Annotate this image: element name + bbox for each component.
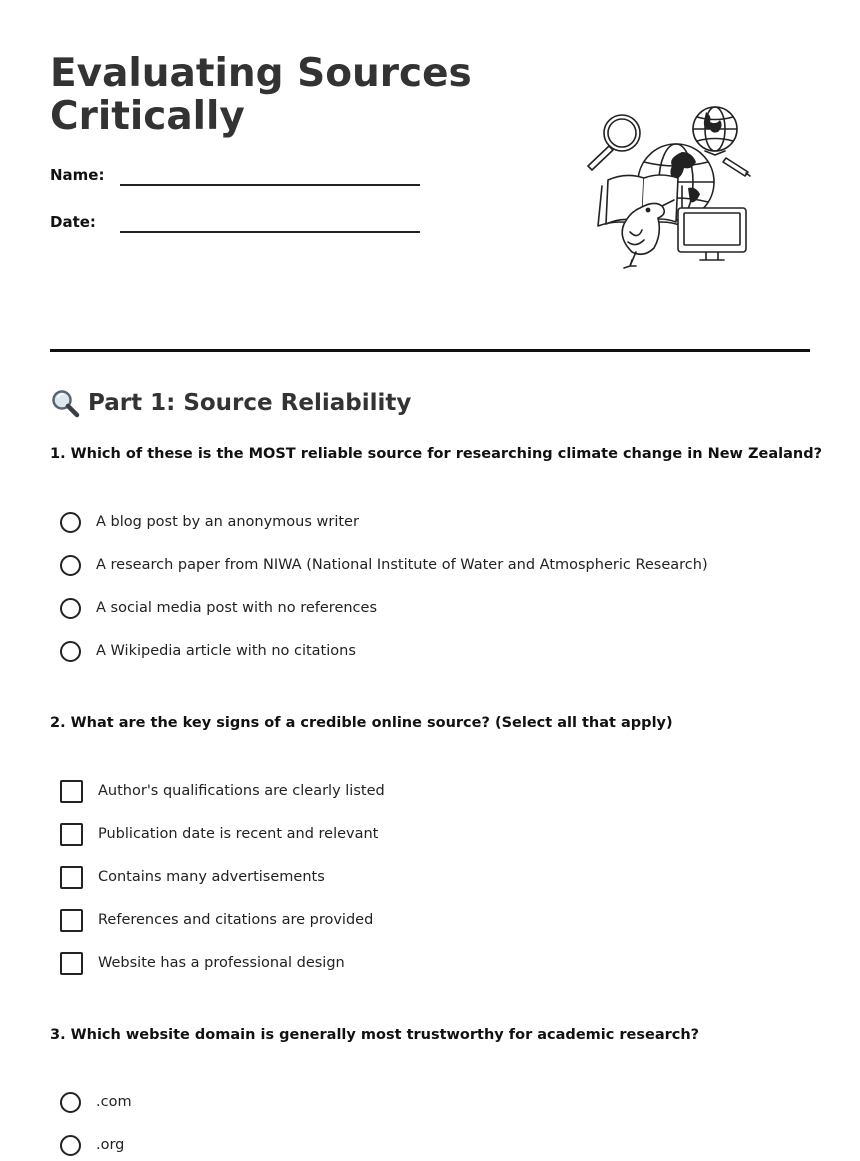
name-input-line[interactable]	[120, 184, 420, 186]
computer-monitor-icon	[678, 208, 746, 260]
question-3-option-2[interactable]	[60, 1132, 124, 1158]
radio-button[interactable]	[60, 1092, 81, 1113]
option-label: .org	[96, 1137, 125, 1153]
magnifying-glass-icon	[588, 115, 640, 170]
name-field[interactable]	[50, 166, 430, 196]
option-label: Website has a professional design	[98, 955, 345, 971]
radio-button[interactable]	[60, 555, 81, 576]
pencil-icon	[723, 158, 750, 176]
checkbox[interactable]	[60, 823, 83, 846]
question-2-option-2[interactable]	[60, 821, 378, 847]
question-1-text: 1. Which of these is the MOST reliable source for researching climate change in New Zealand?	[50, 446, 823, 462]
option-label: A Wikipedia article with no citations	[96, 643, 356, 659]
section-title-part-1	[50, 388, 411, 418]
small-globe-icon	[693, 107, 737, 155]
option-label: References and citations are provided	[98, 912, 374, 928]
research-illustration	[578, 102, 758, 274]
option-label: .com	[96, 1094, 132, 1110]
header-divider	[50, 349, 810, 352]
checkbox[interactable]	[60, 866, 83, 889]
radio-button[interactable]	[60, 512, 81, 533]
option-label: Publication date is recent and relevant	[98, 826, 379, 842]
radio-button[interactable]	[60, 598, 81, 619]
question-2-option-5[interactable]	[60, 950, 345, 976]
question-2-option-1[interactable]	[60, 778, 385, 804]
radio-button[interactable]	[60, 641, 81, 662]
option-label: Author's qualifications are clearly listed	[98, 783, 385, 799]
question-1-option-3[interactable]	[60, 595, 377, 621]
name-label: Name:	[50, 166, 105, 184]
date-field[interactable]	[50, 213, 430, 243]
checkbox[interactable]	[60, 780, 83, 803]
option-label: Contains many advertisements	[98, 869, 325, 885]
question-1-option-4[interactable]	[60, 638, 356, 664]
question-2-option-4[interactable]	[60, 907, 373, 933]
question-1-option-2[interactable]	[60, 552, 708, 578]
magnifying-glass-icon	[50, 388, 80, 418]
checkbox[interactable]	[60, 952, 83, 975]
checkbox[interactable]	[60, 909, 83, 932]
question-2-option-3[interactable]	[60, 864, 325, 890]
option-label: A blog post by an anonymous writer	[96, 514, 359, 530]
question-3-option-1[interactable]	[60, 1089, 132, 1115]
question-2-text: 2. What are the key signs of a credible online source? (Select all that apply)	[50, 715, 673, 731]
section-title-text: Part 1: Source Reliability	[88, 390, 412, 416]
question-1-option-1[interactable]	[60, 509, 359, 535]
option-label: A social media post with no references	[96, 600, 378, 616]
option-label: A research paper from NIWA (National Institute of Water and Atmospheric Research)	[96, 557, 708, 573]
date-input-line[interactable]	[120, 231, 420, 233]
worksheet-title: Evaluating Sources Critically	[50, 51, 472, 139]
date-label: Date:	[50, 213, 96, 231]
radio-button[interactable]	[60, 1135, 81, 1156]
question-3-text: 3. Which website domain is generally most trustworthy for academic research?	[50, 1027, 700, 1043]
